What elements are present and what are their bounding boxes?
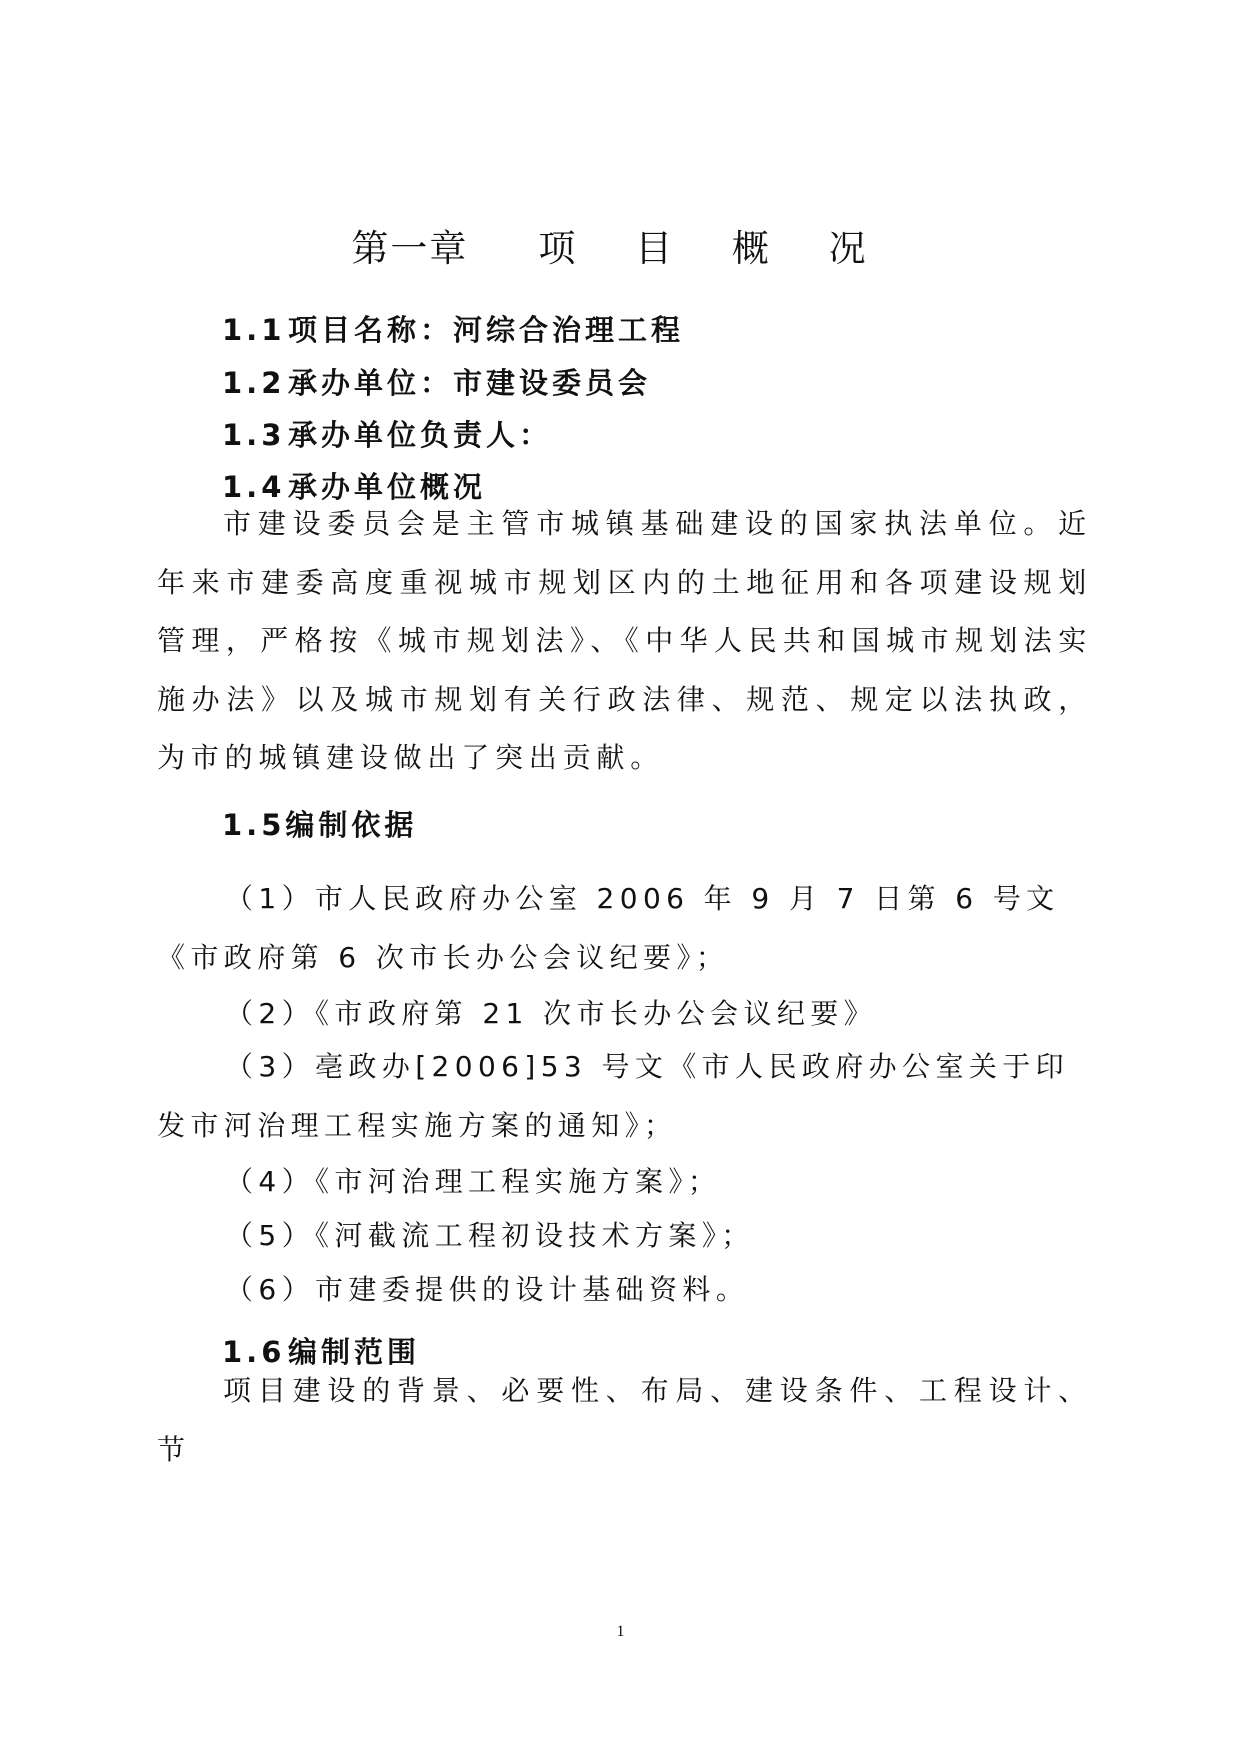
section-number: 1.1	[222, 313, 286, 347]
chapter-label: 第一章	[351, 227, 469, 270]
section-text: 承办单位：市建设委员会	[288, 366, 652, 400]
reference-item: （1）市人民政府办公室 2006 年 9 月 7 日第 6 号文《市政府第 6 次市长办公会议纪要》；	[157, 882, 1060, 974]
reference-item: （2）《市政府第 21 次市长办公会议纪要》	[225, 997, 878, 1030]
section-1-5-heading	[222, 803, 417, 844]
chapter-title	[0, 218, 1241, 272]
section-1-1-heading	[222, 308, 684, 349]
section-text: 承办单位概况	[288, 470, 487, 504]
section-text: 编制依据	[285, 808, 418, 842]
overview-paragraph: 市建设委员会是主管市城镇基础建设的国家执法单位。近年来市建委高度重视城市规划区内的土地征用和各项建设规划管理，严格按《城市规划法》、《中华人民共和国城市规划法实施办法》以及城市规划有关行政法律、规范、规定以法执政，为市的城镇建设做出了突出贡献。	[157, 507, 1092, 774]
reference-item: （6）市建委提供的设计基础资料。	[225, 1273, 750, 1306]
reference-item: （3）亳政办[2006]53 号文《市人民政府办公室关于印发市河治理工程实施方案的通知》；	[157, 1050, 1070, 1142]
section-number: 1.5	[222, 808, 286, 842]
section-text: 编制范围	[288, 1335, 421, 1369]
reference-item: （5）《河截流工程初设技术方案》；	[225, 1219, 755, 1252]
section-number: 1.2	[222, 366, 286, 400]
section-text: 承办单位负责人：	[288, 418, 553, 452]
section-number: 1.3	[222, 418, 286, 452]
section-number: 1.6	[222, 1335, 286, 1369]
section-1-2-heading	[222, 361, 651, 402]
reference-item: （4）《市河治理工程实施方案》；	[225, 1165, 722, 1198]
page-number: 1	[616, 1623, 625, 1640]
chapter-name: 项 目 概 况	[538, 227, 890, 270]
section-number: 1.4	[222, 470, 286, 504]
scope-paragraph: 项目建设的背景、必要性、布局、建设条件、工程设计、节	[157, 1374, 1092, 1466]
section-1-3-heading	[222, 413, 552, 454]
section-text: 项目名称：河综合治理工程	[288, 313, 685, 347]
